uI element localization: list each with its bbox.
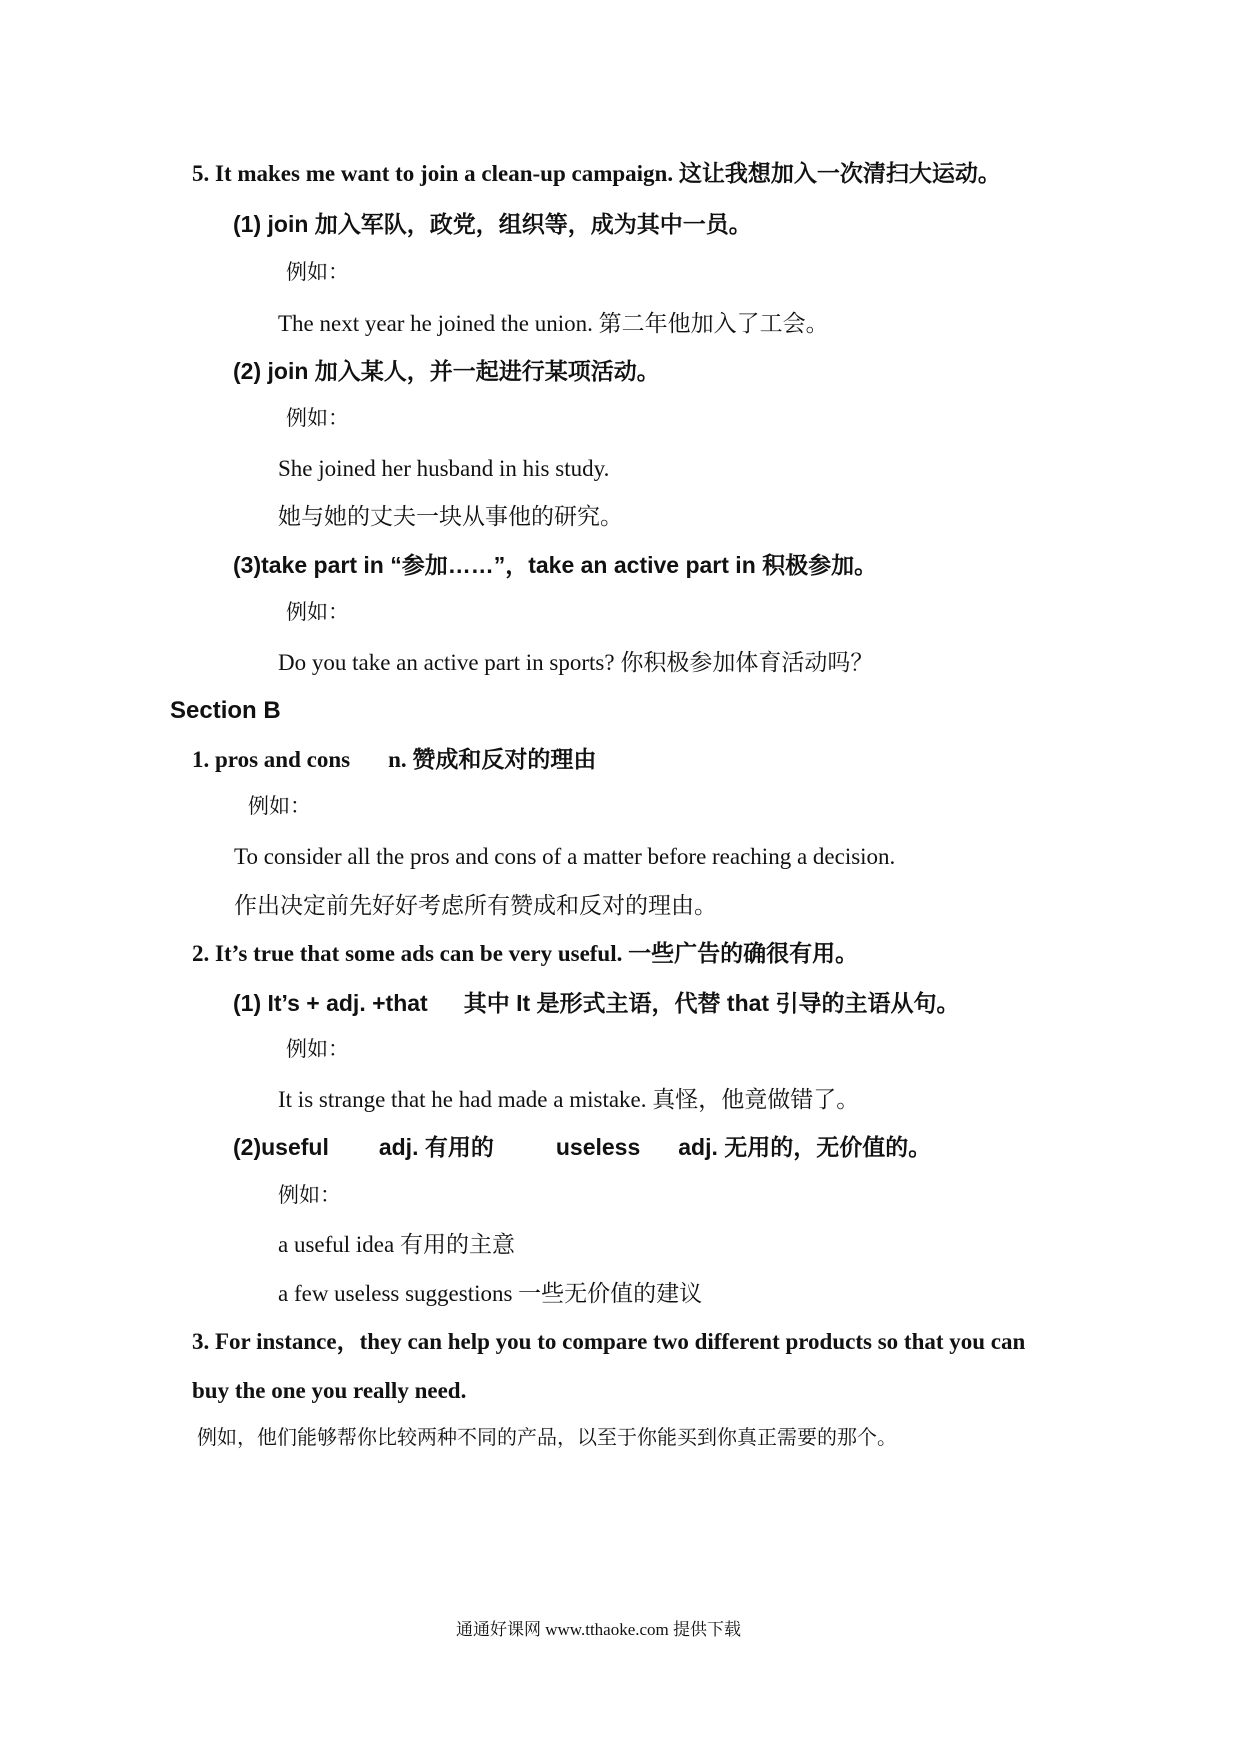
pros-cons-term: 1. pros and cons bbox=[192, 747, 351, 772]
example-label: 例如： bbox=[286, 1037, 349, 1061]
join-point-2-example-en: She joined her husband in his study. bbox=[278, 456, 610, 481]
formal-subject-point bbox=[233, 990, 959, 1018]
useful-meaning: adj. 有用的 bbox=[378, 1134, 494, 1160]
example-label: 例如： bbox=[278, 1183, 341, 1207]
section-b-title: Section B bbox=[170, 697, 281, 724]
join-point-1-title: (1) join 加入军队，政党，组织等，成为其中一员。 bbox=[233, 211, 752, 237]
page-footer: 通通好课网 www.tthaoke.com 提供下载 bbox=[456, 1620, 742, 1639]
for-instance-line-1: 3. For instance，they can help you to compare two different products so that you can bbox=[192, 1329, 1026, 1354]
useless-meaning: adj. 无用的，无价值的。 bbox=[678, 1134, 932, 1160]
ads-useful-heading: 2. It’s true that some ads can be very useful. 一些广告的确很有用。 bbox=[192, 941, 859, 966]
join-point-2-example-cn: 她与她的丈夫一块从事他的研究。 bbox=[278, 504, 623, 529]
useless-word: useless bbox=[555, 1134, 641, 1160]
formal-subject-pattern: (1) It’s + adj. +that bbox=[233, 990, 428, 1016]
for-instance-line-2: buy the one you really need. bbox=[192, 1378, 467, 1403]
pros-cons-example-cn: 作出决定前先好好考虑所有赞成和反对的理由。 bbox=[234, 893, 717, 918]
useless-example: a few useless suggestions 一些无价值的建议 bbox=[278, 1281, 703, 1306]
useful-word: (2)useful bbox=[233, 1134, 329, 1160]
section5-heading: 5. It makes me want to join a clean-up campaign. 这让我想加入一次清扫大运动。 bbox=[192, 161, 1001, 186]
formal-subject-explanation: 其中 It 是形式主语，代替 that 引导的主语从句。 bbox=[463, 990, 960, 1016]
useful-useless-point bbox=[233, 1134, 931, 1162]
join-point-1-example: The next year he joined the union. 第二年他加入了工会。 bbox=[278, 311, 829, 336]
formal-subject-example: It is strange that he had made a mistake. 真怪，他竟做错了。 bbox=[278, 1087, 860, 1112]
example-label: 例如： bbox=[286, 600, 349, 624]
pros-cons-definition: n. 赞成和反对的理由 bbox=[388, 747, 597, 772]
example-label: 例如： bbox=[248, 794, 311, 818]
for-instance-translation: 例如，他们能够帮你比较两种不同的产品，以至于你能买到你真正需要的那个。 bbox=[197, 1425, 897, 1449]
take-part-example: Do you take an active part in sports? 你积极参加体育活动吗？ bbox=[278, 650, 874, 675]
pros-cons-example-en: To consider all the pros and cons of a matter before reaching a decision. bbox=[234, 844, 896, 869]
example-label: 例如： bbox=[286, 406, 349, 430]
pros-cons-heading bbox=[192, 746, 596, 774]
example-label: 例如： bbox=[286, 260, 349, 284]
join-point-2-title: (2) join 加入某人，并一起进行某项活动。 bbox=[233, 358, 660, 384]
useful-example: a useful idea 有用的主意 bbox=[278, 1232, 515, 1257]
take-part-point-title: (3)take part in “参加……”，take an active part in 积极参加。 bbox=[233, 552, 878, 578]
